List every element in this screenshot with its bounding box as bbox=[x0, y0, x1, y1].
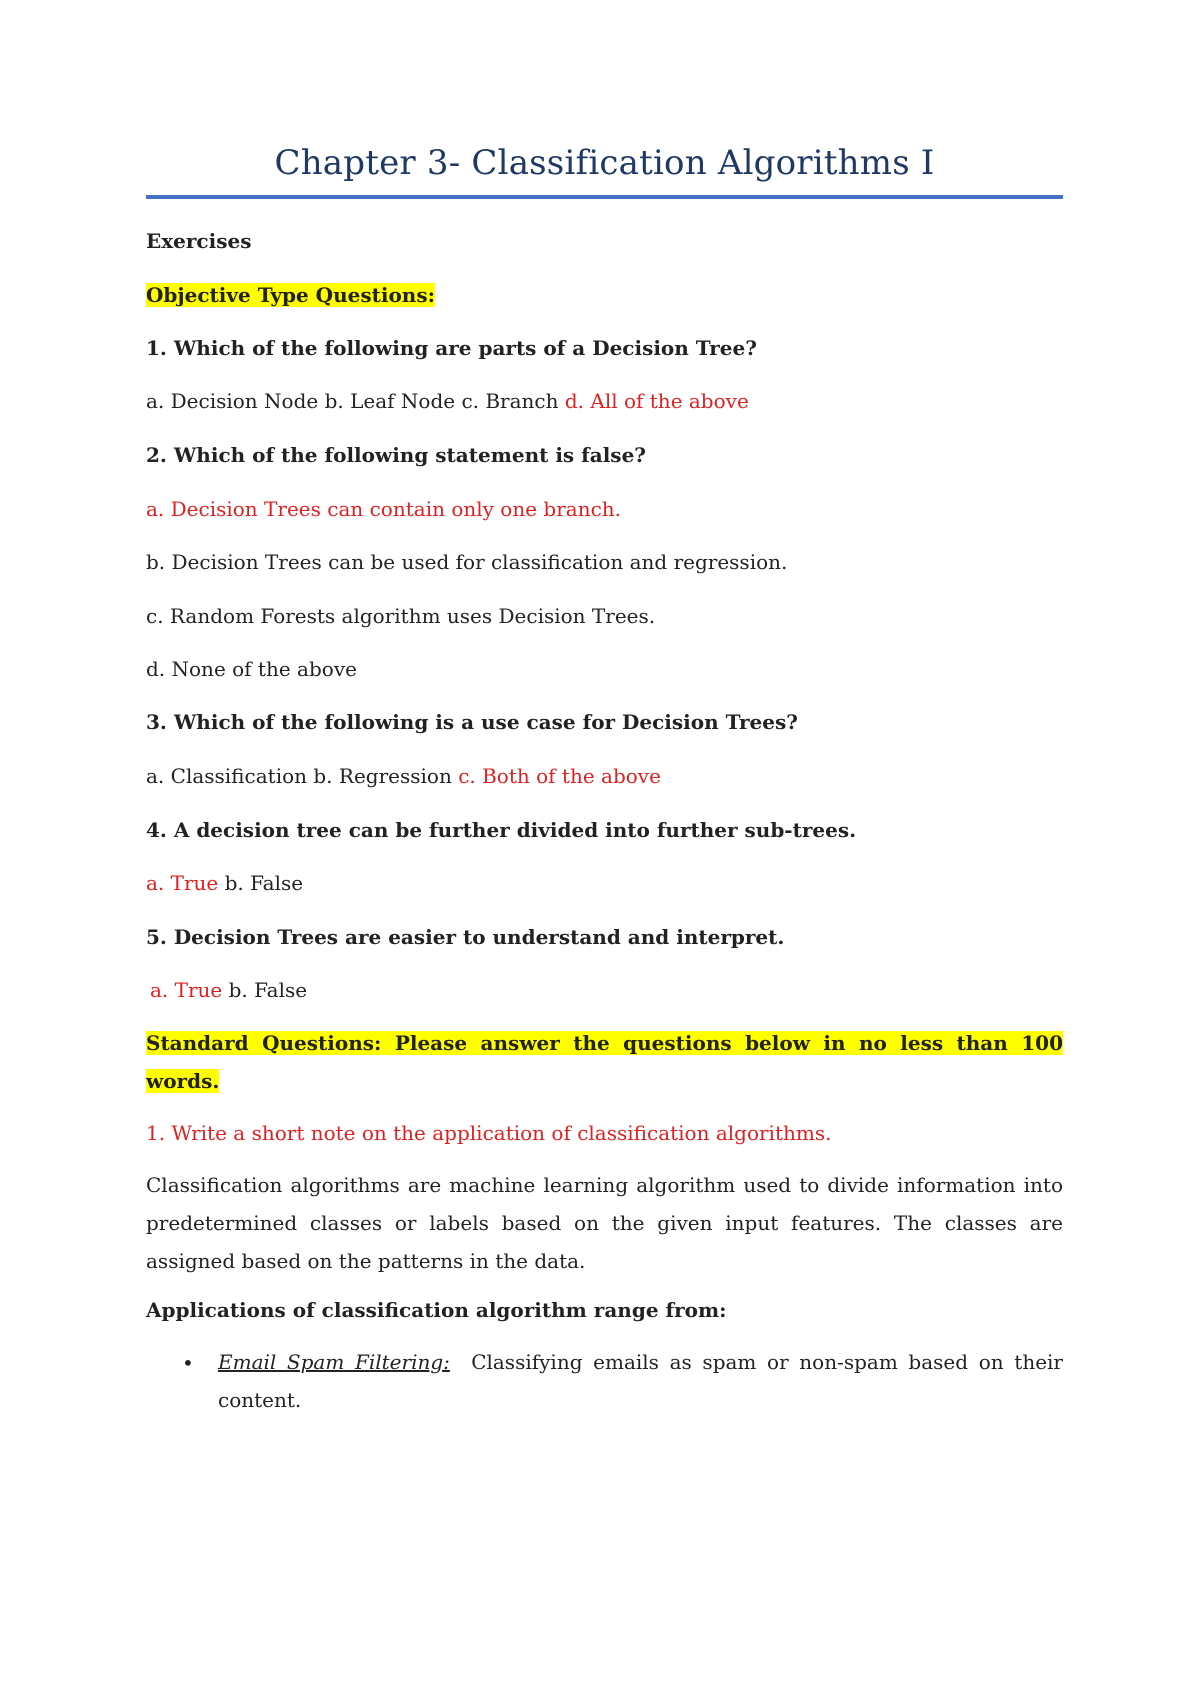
applications-heading: Applications of classification algorithm range from: bbox=[146, 1298, 727, 1322]
bullet-description: Classifying emails as spam or non-spam based on their content. bbox=[218, 1350, 1063, 1412]
answer-paragraph: Classification algorithms are machine learning algorithm used to divide information into predetermined classes or labels based on the given input features. The classes are assigned based on the patterns in the data. bbox=[146, 1173, 1063, 1273]
question-2-option-b: b. Decision Trees can be used for classification and regression. bbox=[146, 550, 788, 574]
question-2: 2. Which of the following statement is false? bbox=[146, 443, 647, 467]
page-title: Chapter 3- Classification Algorithms I bbox=[274, 143, 935, 183]
question-1-answer: d. All of the above bbox=[564, 389, 749, 413]
question-4-options-plain: b. False bbox=[218, 871, 304, 895]
question-5: 5. Decision Trees are easier to understand and interpret. bbox=[146, 925, 785, 949]
question-2-option-c: c. Random Forests algorithm uses Decision Trees. bbox=[146, 604, 656, 628]
question-3-options bbox=[146, 764, 1063, 788]
question-3-answer: c. Both of the above bbox=[458, 764, 661, 788]
question-4-options bbox=[146, 871, 1063, 895]
exercises-label: Exercises bbox=[146, 229, 252, 253]
question-4-answer: a. True bbox=[146, 871, 219, 895]
title-underline-rule bbox=[146, 195, 1063, 199]
question-1-options bbox=[146, 389, 1063, 413]
question-5-options bbox=[150, 978, 1067, 1002]
objective-heading-text: Objective Type Questions: bbox=[146, 283, 435, 307]
question-1: 1. Which of the following are parts of a Decision Tree? bbox=[146, 336, 757, 360]
question-3: 3. Which of the following is a use case for Decision Trees? bbox=[146, 710, 798, 734]
question-5-options-plain: b. False bbox=[222, 978, 308, 1002]
objective-heading bbox=[146, 283, 1063, 307]
question-2-option-d: d. None of the above bbox=[146, 657, 357, 681]
bullet-marker: • bbox=[182, 1351, 194, 1375]
standard-heading bbox=[146, 1024, 1063, 1100]
question-2-option-a-answer: a. Decision Trees can contain only one branch. bbox=[146, 497, 622, 521]
standard-question-1: 1. Write a short note on the application of classification algorithms. bbox=[146, 1121, 832, 1145]
standard-heading-text: Standard Questions: Please answer the questions below in no less than 100 words. bbox=[146, 1031, 1063, 1093]
question-4: 4. A decision tree can be further divided into further sub-trees. bbox=[146, 818, 857, 842]
question-1-options-plain: a. Decision Node b. Leaf Node c. Branch bbox=[146, 389, 565, 413]
question-5-answer: a. True bbox=[150, 978, 223, 1002]
question-3-options-plain: a. Classification b. Regression bbox=[146, 764, 459, 788]
bullet-item bbox=[218, 1343, 1063, 1419]
bullet-term: Email Spam Filtering: bbox=[218, 1350, 450, 1374]
